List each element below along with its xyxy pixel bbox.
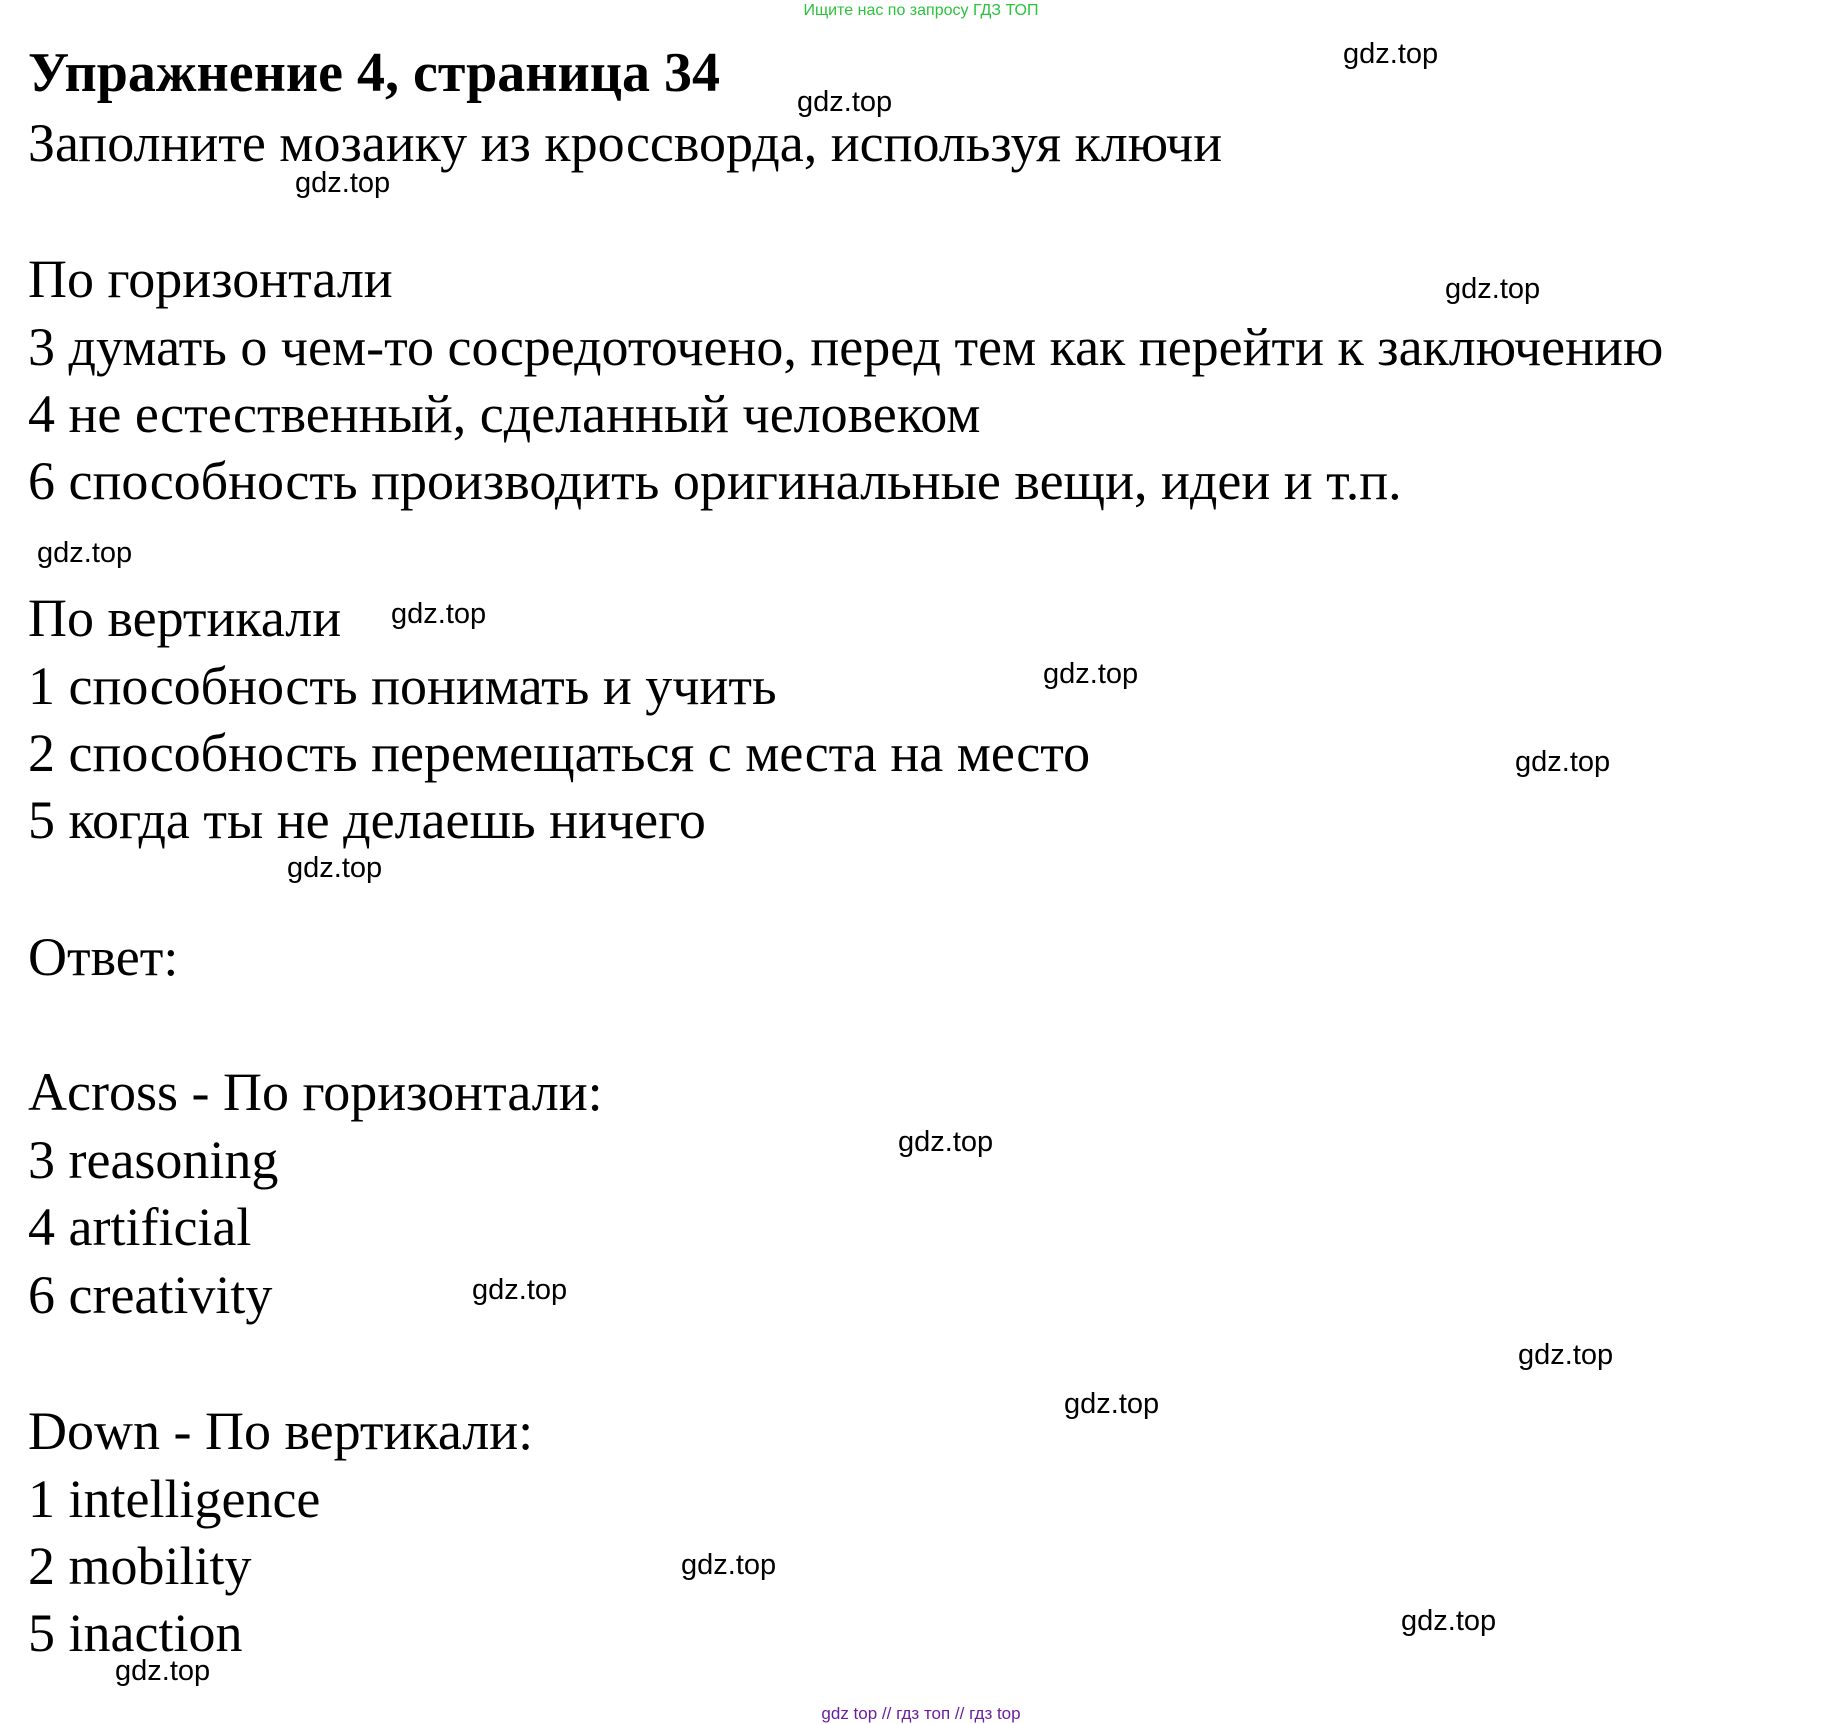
answer-down-2: 2 mobility: [28, 1536, 252, 1596]
instruction: Заполните мозаику из кроссворда, используя ключи: [28, 113, 1223, 173]
watermark: gdz.top: [1343, 38, 1439, 70]
watermark: gdz.top: [1445, 273, 1541, 305]
watermark: gdz.top: [472, 1274, 568, 1306]
watermark: gdz.top: [1043, 658, 1139, 690]
clue-down-1: 1 способность понимать и учить: [28, 656, 777, 716]
clue-across-4: 4 не естественный, сделанный человеком: [28, 384, 981, 444]
clues-down-heading: По вертикали: [28, 588, 342, 648]
clue-across-6: 6 способность производить оригинальные вещи, идеи и т.п.: [28, 451, 1402, 511]
clue-down-5: 5 когда ты не делаешь ничего: [28, 790, 706, 850]
answer-across-6: 6 creativity: [28, 1265, 273, 1325]
watermark: gdz.top: [295, 167, 391, 199]
watermark: gdz.top: [391, 598, 487, 630]
answer-heading: Ответ:: [28, 927, 179, 987]
answer-across-3: 3 reasoning: [28, 1130, 279, 1190]
watermark: gdz.top: [115, 1655, 211, 1687]
watermark: gdz.top: [1401, 1605, 1497, 1637]
watermark: gdz.top: [287, 852, 383, 884]
answer-across-heading: Across - По горизонтали:: [28, 1062, 603, 1122]
watermark: gdz.top: [1518, 1339, 1614, 1371]
watermark: gdz.top: [37, 537, 133, 569]
top-banner: Ищите нас по запросу ГДЗ ТОП: [803, 2, 1039, 19]
answer-down-heading: Down - По вертикали:: [28, 1401, 534, 1461]
watermark: gdz.top: [898, 1126, 994, 1158]
answer-across-4: 4 artificial: [28, 1197, 252, 1257]
clue-across-3: 3 думать о чем-то сосредоточено, перед тем как перейти к заключению: [28, 317, 1664, 377]
watermark: gdz.top: [1515, 746, 1611, 778]
answer-down-5: 5 inaction: [28, 1603, 243, 1663]
page-title: Упражнение 4, страница 34: [28, 42, 721, 104]
watermark: gdz.top: [797, 86, 893, 118]
clues-across-heading: По горизонтали: [28, 249, 393, 309]
footer-links: gdz top // гдз топ // гдз top: [821, 1704, 1021, 1723]
clue-down-2: 2 способность перемещаться с места на место: [28, 723, 1091, 783]
watermark: gdz.top: [681, 1549, 777, 1581]
answer-down-1: 1 intelligence: [28, 1469, 321, 1529]
watermark: gdz.top: [1064, 1388, 1160, 1420]
